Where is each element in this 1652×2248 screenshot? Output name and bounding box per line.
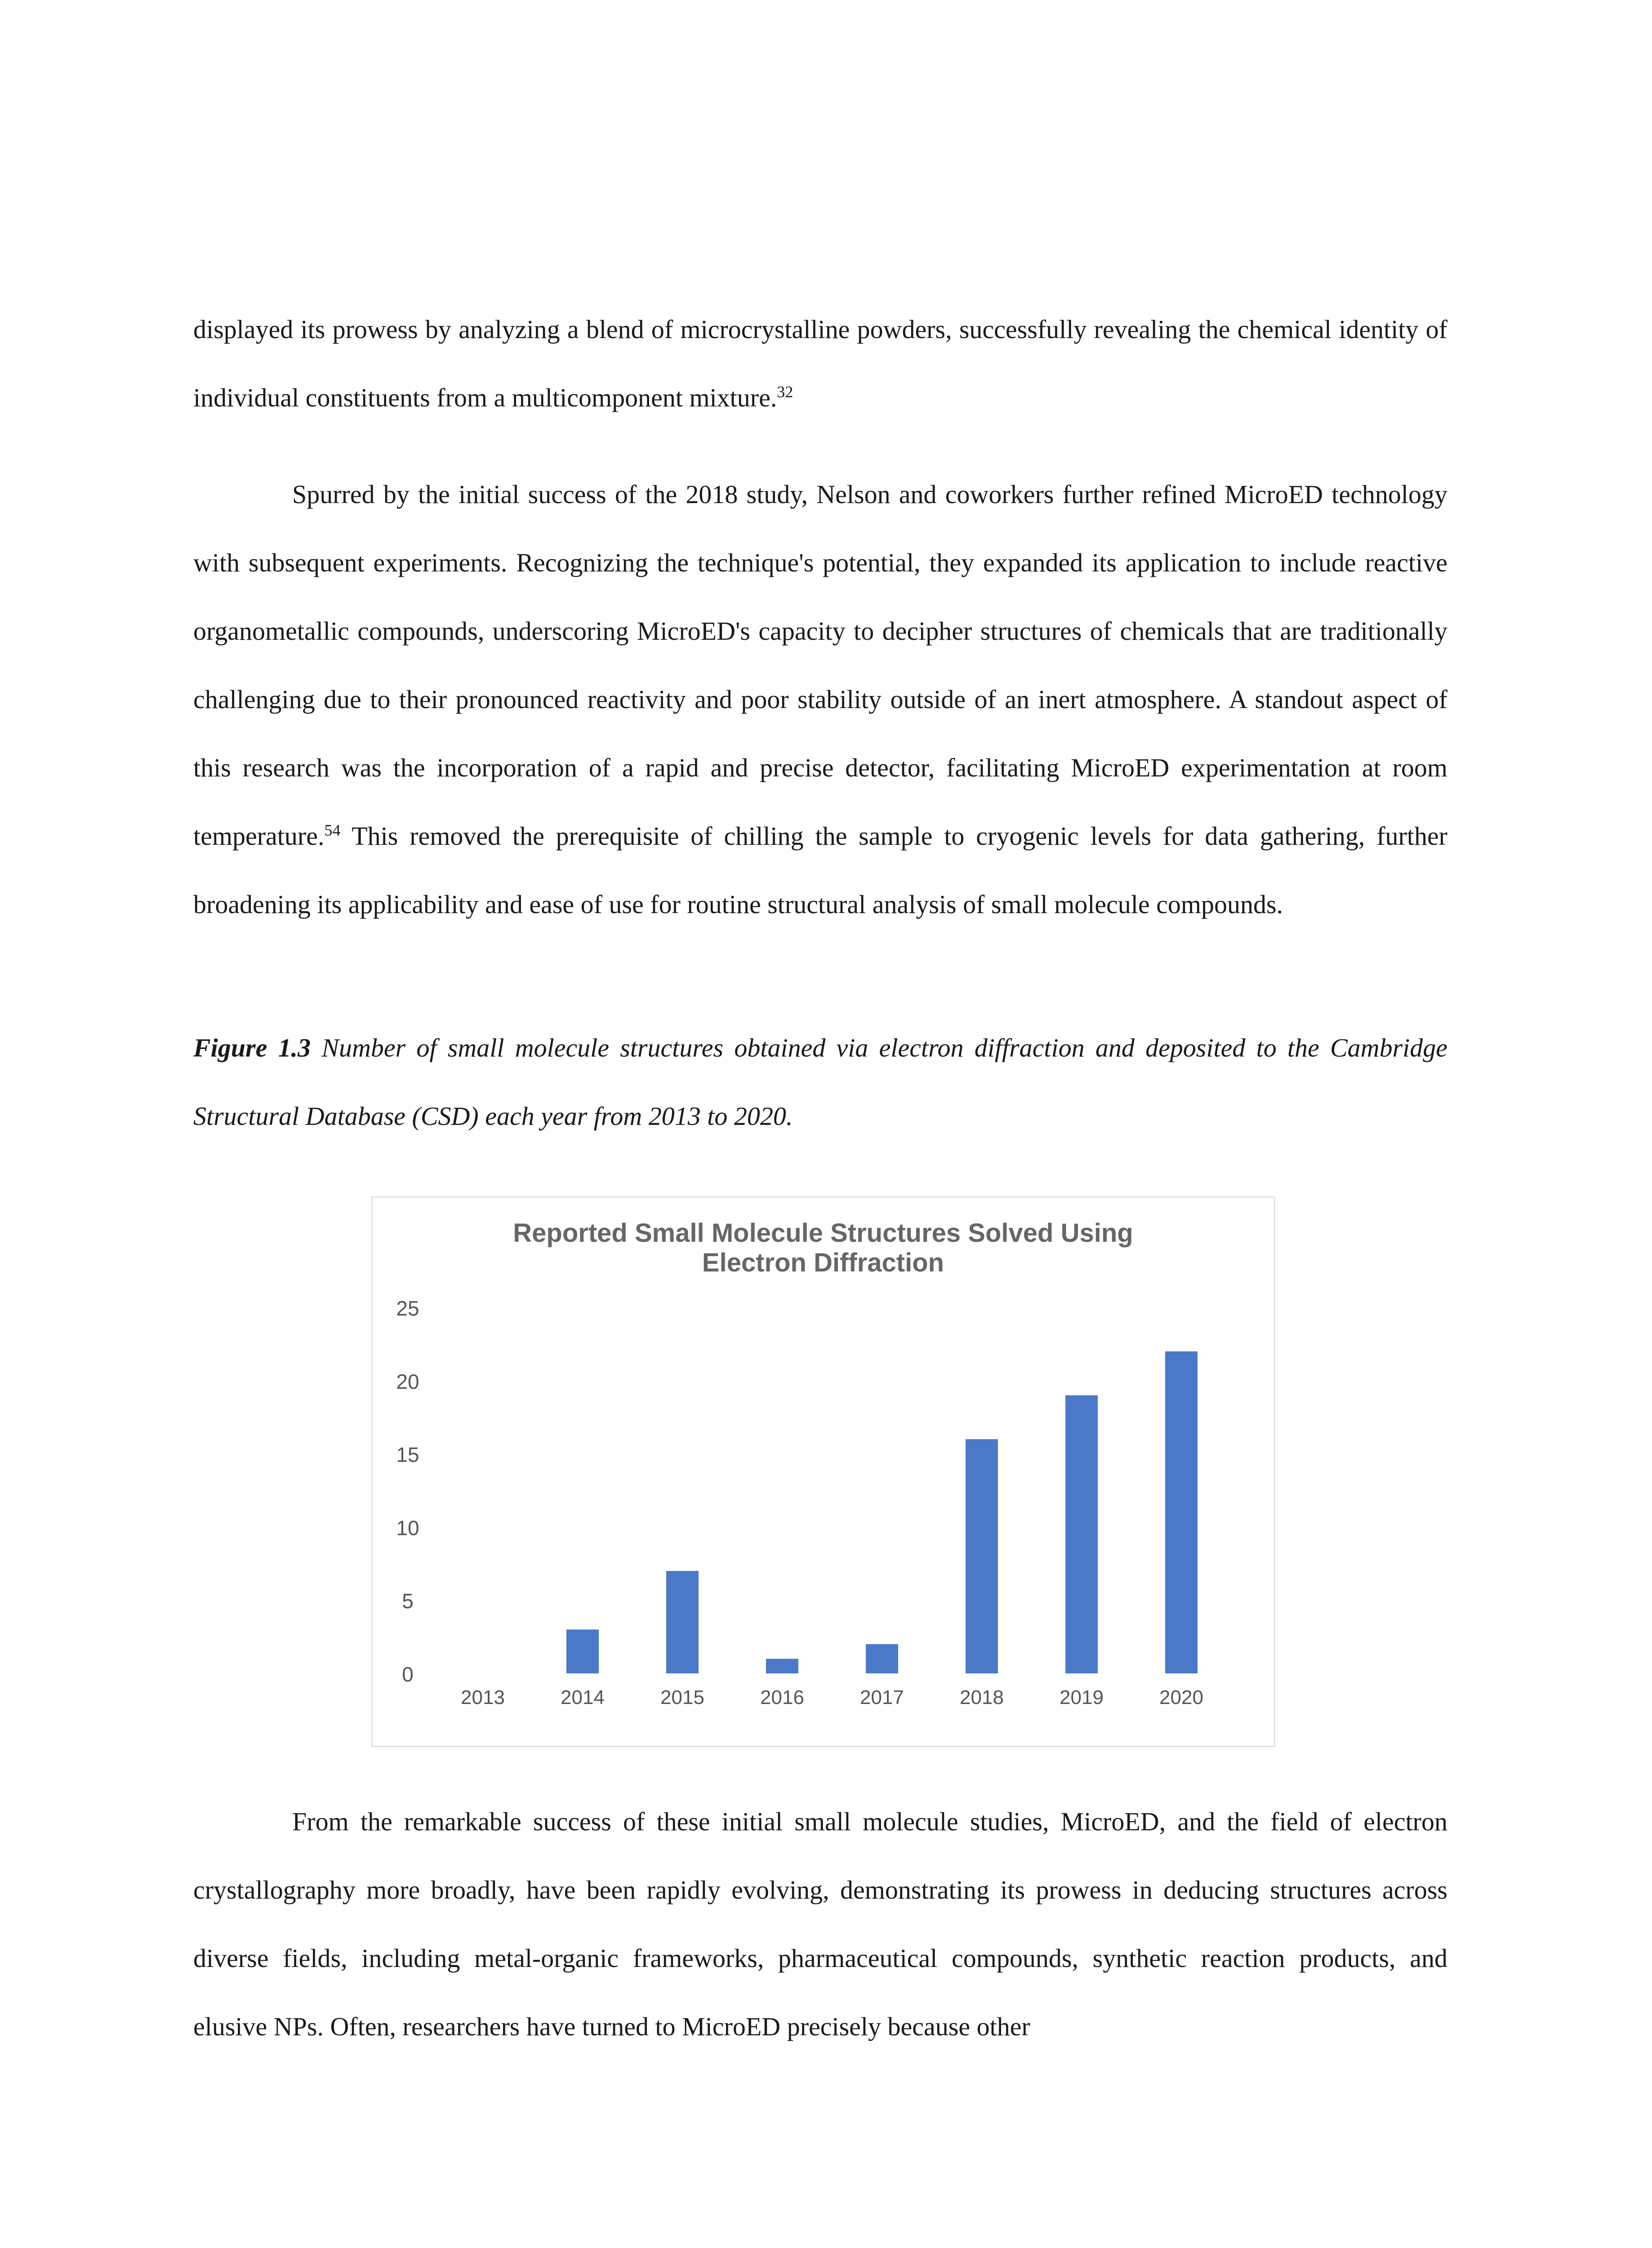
bar-2019 xyxy=(1065,1395,1098,1673)
citation-54: 54 xyxy=(324,821,341,839)
paragraph-2-text-a: Spurred by the initial success of the 2018 study, Nelson and coworkers further refined MicroED technology with subsequent experiments. Recognizing the technique's potential, they expanded its application to include reactive organometallic compounds, underscoring MicroED's capacity to decipher structures of chemicals that are traditionally challenging due to their pronounced reactivity and poor stability outside of an inert atmosphere. A standout aspect of this research was the incorporation of a rapid and precise detector, facilitating MicroED experimentation at room temperature. xyxy=(193,480,1447,851)
y-tick-label-5: 5 xyxy=(402,1589,414,1613)
bar-chart-svg xyxy=(373,1198,1274,1746)
bar-chart xyxy=(371,1196,1275,1747)
paragraph-3 xyxy=(193,1788,1447,2061)
chart-title-line-2: Electron Diffraction xyxy=(702,1248,944,1277)
y-tick-label-15: 15 xyxy=(396,1443,419,1467)
citation-32: 32 xyxy=(777,383,793,401)
figure-caption-text: Number of small molecule structures obtained via electron diffraction and deposited to the Cambridge Structural Database (CSD) each year from 2013 to 2020. xyxy=(193,1033,1448,1131)
y-tick-label-20: 20 xyxy=(396,1369,419,1393)
paragraph-2-text-b: This removed the prerequisite of chilling the sample to cryogenic levels for data gathering, further broadening its applicability and ease of use for routine structural analysis of small molecule compounds. xyxy=(193,821,1447,919)
bar-2020 xyxy=(1165,1351,1198,1673)
x-tick-label-2013: 2013 xyxy=(461,1686,505,1708)
bar-2017 xyxy=(866,1644,898,1673)
x-tick-label-2017: 2017 xyxy=(860,1686,904,1708)
y-tick-label-25: 25 xyxy=(396,1297,419,1320)
paragraph-2 xyxy=(193,460,1447,939)
bar-2014 xyxy=(566,1629,599,1673)
bar-2018 xyxy=(966,1439,998,1673)
chart-title-line-1: Reported Small Molecule Structures Solved Using xyxy=(513,1218,1133,1248)
x-tick-label-2019: 2019 xyxy=(1060,1686,1104,1708)
figure-label: Figure 1.3 xyxy=(193,1033,311,1062)
x-tick-label-2016: 2016 xyxy=(760,1686,804,1708)
bar-2016 xyxy=(766,1659,798,1673)
paragraph-1-text: displayed its prowess by analyzing a blend of microcrystalline powders, successfully revealing the chemical identity of individual constituents from a multicomponent mixture. xyxy=(193,315,1447,412)
x-tick-label-2015: 2015 xyxy=(660,1686,704,1708)
y-tick-label-10: 10 xyxy=(396,1516,419,1540)
paragraph-3-text: From the remarkable success of these initial small molecule studies, MicroED, and the field of electron crystallography more broadly, have been rapidly evolving, demonstrating its prowess in deducing structures across diverse fields, including metal-organic frameworks, pharmaceutical compounds, synthetic reaction products, and elusive NPs. Often, researchers have turned to MicroED precisely because other xyxy=(193,1807,1447,2041)
y-tick-label-0: 0 xyxy=(402,1663,414,1686)
paragraph-1 xyxy=(193,295,1447,432)
x-tick-label-2014: 2014 xyxy=(561,1686,605,1708)
figure-caption xyxy=(193,1014,1447,1151)
bar-2015 xyxy=(666,1571,699,1673)
x-tick-label-2018: 2018 xyxy=(960,1686,1004,1708)
x-tick-label-2020: 2020 xyxy=(1159,1686,1203,1708)
